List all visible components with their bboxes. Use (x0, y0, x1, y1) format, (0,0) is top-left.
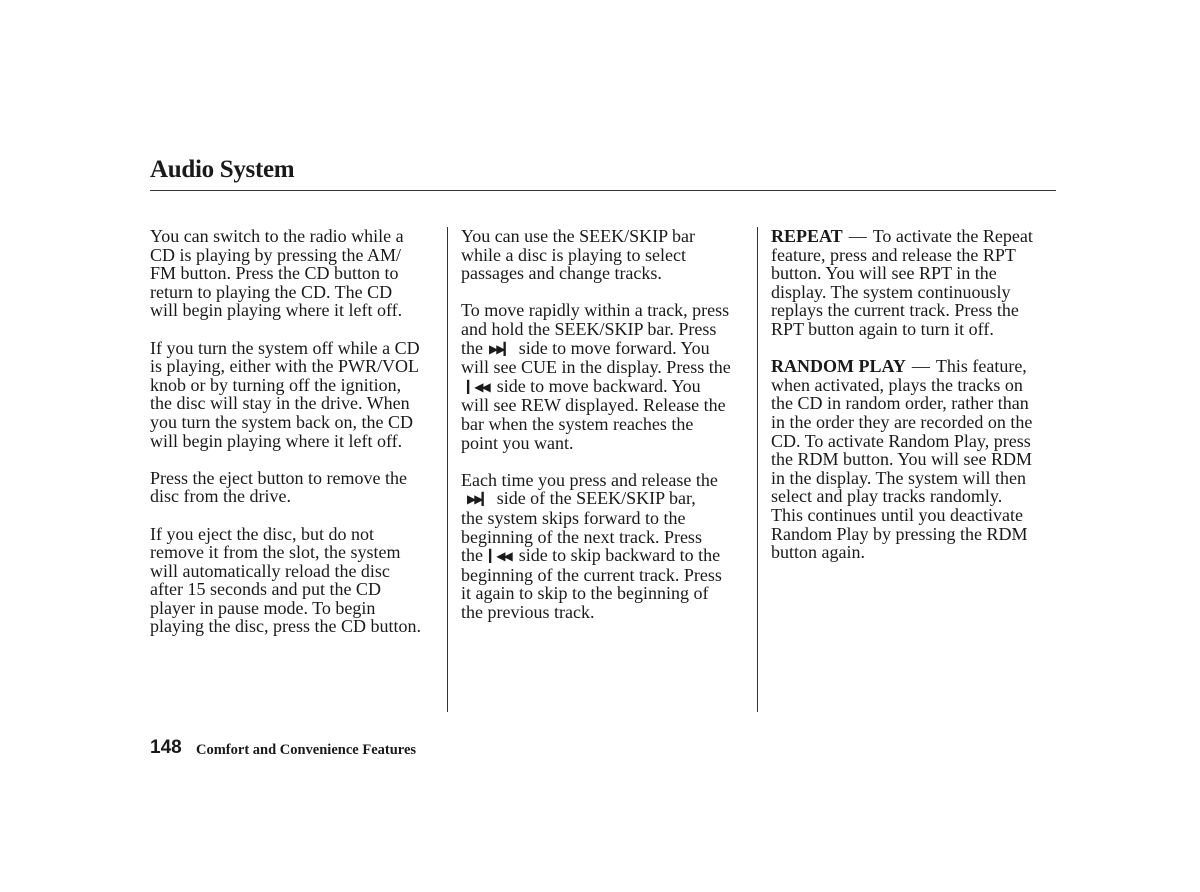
title-rule (150, 190, 1056, 191)
em-dash: — (848, 226, 867, 246)
paragraph-radio-switch: You can switch to the radio while a CD is playing by pressing the AM/ FM button. Press the CD button to return to playing the CD. The CD will begin playing where it left off. (150, 226, 404, 321)
track-skip-text-1: Each time you press and release the (461, 469, 718, 490)
track-skip-text-3: side to skip backward to the beginning of the current track. Press it again to skip to the beginning of the previous track. (461, 545, 722, 622)
repeat-body: To activate the Repeat feature, press and release the RPT button. You will see RPT in the display. The system continuously replays the current track. Press the RPT button again to turn it off. (771, 226, 1033, 339)
rapid-move-text-1: To move rapidly within a track, press and hold the SEEK/SKIP bar. Press the (461, 300, 730, 358)
middle-column (461, 227, 753, 640)
column-divider-left (447, 227, 448, 712)
footer-section-title: Comfort and Convenience Features (196, 742, 417, 758)
paragraph-track-skip (461, 471, 753, 622)
skip-back-icon: ▎◀◀ (489, 549, 511, 564)
track-skip-text-2: side of the SEEK/SKIP bar, the system skips forward to the beginning of the next track. Press the (461, 488, 702, 566)
paragraph-rapid-move (461, 301, 753, 452)
column-divider-right (757, 227, 758, 712)
random-play-body: This feature, when activated, plays the tracks on the CD in random order, rather than in the order they are recorded on the CD. To activate Random Play, press the RDM button. You will see RDM in the display. The system will then select and play tracks randomly. This continues until you deactivate Random Play by pressing the RDM button again. (771, 356, 1033, 563)
random-play-heading: RANDOM PLAY (771, 356, 906, 377)
paragraph-eject: Press the eject button to remove the disc from the drive. (150, 467, 407, 507)
page-title: Audio System (150, 156, 295, 183)
paragraph-auto-reload: If you eject the disc, but do not remove it from the slot, the system will automatically reload the disc after 15 seconds and put the CD player in pause mode. To begin playing the disc, press the CD button. (150, 523, 421, 637)
skip-forward-icon: ▶▶▎ (489, 341, 511, 356)
left-column (150, 227, 442, 655)
rapid-move-text-2: side to move forward. You will see CUE in the display. Press the (461, 337, 731, 378)
skip-back-icon: ▎◀◀ (467, 379, 489, 394)
skip-forward-icon: ▶▶▎ (467, 492, 489, 507)
right-column (771, 227, 1063, 580)
paragraph-random-play (771, 357, 1063, 562)
paragraph-system-off: If you turn the system off while a CD is playing, either with the PWR/VOL knob or by turning off the ignition, the disc will stay in the drive. When you turn the system back on, the CD will begin playing where it left off. (150, 337, 420, 451)
page-number: 148 (150, 737, 182, 758)
paragraph-repeat (771, 227, 1063, 339)
paragraph-seek-skip-intro: You can use the SEEK/SKIP bar while a disc is playing to select passages and change tracks. (461, 226, 695, 284)
repeat-heading: REPEAT (771, 226, 843, 246)
rapid-move-text-3: side to move backward. You will see REW displayed. Release the bar when the system reaches the point you want. (461, 375, 726, 453)
em-dash: — (911, 356, 930, 377)
